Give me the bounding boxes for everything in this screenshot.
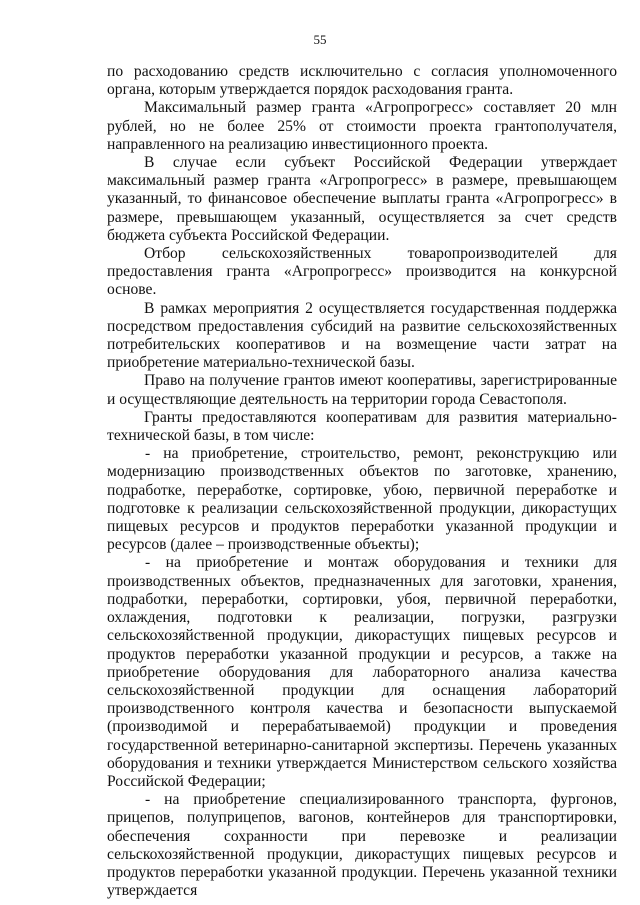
page-number: 55	[313, 32, 327, 47]
list-item-transport: - на приобретение специализированного транспорта, фургонов, прицепов, полуприцепов, вагонов, контейнеров для транспортировки, обеспечения сохранности при перевозке и реализации сельскохозяйственной продукции, дикорастущих пищевых ресурсов и продуктов переработки указанной продукции. Перечень указанной техники утверждается	[107, 791, 617, 900]
paragraph-max-grant-size: Максимальный размер гранта «Агропрогресс» составляет 20 млн рублей, но не более 25% от стоимости проекта грантополучателя, направленного на реализацию инвестиционного проекта.	[107, 99, 617, 153]
paragraph-continuation: по расходованию средств исключительно с согласия уполномоченного органа, которым утверждается порядок расходования гранта.	[107, 63, 617, 99]
paragraph-grant-eligibility: Право на получение грантов имеют кооперативы, зарегистрированные и осуществляющие деятельность на территории города Севастополя.	[107, 372, 617, 408]
list-item-production-facilities: - на приобретение, строительство, ремонт, реконструкцию или модернизацию производственных объектов по заготовке, хранению, подработке, переработке, сортировке, убою, первичной переработке и подготовке к реализации сельскохозяйственной продукции, дикорастущих пищевых ресурсов и продуктов переработки указанной продукции и ресурсов (далее – производственные объекты);	[107, 445, 617, 554]
document-body	[107, 63, 617, 900]
paragraph-producer-selection: Отбор сельскохозяйственных товаропроизводителей для предоставления гранта «Агропрогресс» производится на конкурсной основе.	[107, 245, 617, 299]
paragraph-regional-increase: В случае если субъект Российской Федерации утверждает максимальный размер гранта «Агропрогресс» в размере, превышающем указанный, то финансовое обеспечение выплаты гранта «Агропрогресс» в размере, превышающем указанный, осуществляется за счет средств бюджета субъекта Российской Федерации.	[107, 154, 617, 244]
list-item-equipment: - на приобретение и монтаж оборудования и техники для производственных объектов, предназначенных для заготовки, хранения, подработки, переработки, сортировки, убоя, первичной переработки, охлаждения, подготовки к реализации, погрузки, разгрузки сельскохозяйственной продукции, дикорастущих пищевых ресурсов и продуктов переработки указанной продукции и ресурсов, а также на приобретение оборудования для лабораторного анализа качества сельскохозяйственной продукции для оснащения лабораторий производственного контроля качества и безопасности выпускаемой (производимой и перерабатываемой) продукции и проведения государственной ветеринарно-санитарной экспертизы. Перечень указанных оборудования и техники утверждается Министерством сельского хозяйства Российской Федерации;	[107, 554, 617, 790]
paragraph-measure-2: В рамках мероприятия 2 осуществляется государственная поддержка посредством предоставления субсидий на развитие сельскохозяйственных потребительских кооперативов и на возмещение части затрат на приобретение материально-технической базы.	[107, 299, 617, 372]
paragraph-grant-purposes: Гранты предоставляются кооперативам для развития материально-технической базы, в том числе:	[107, 408, 617, 445]
